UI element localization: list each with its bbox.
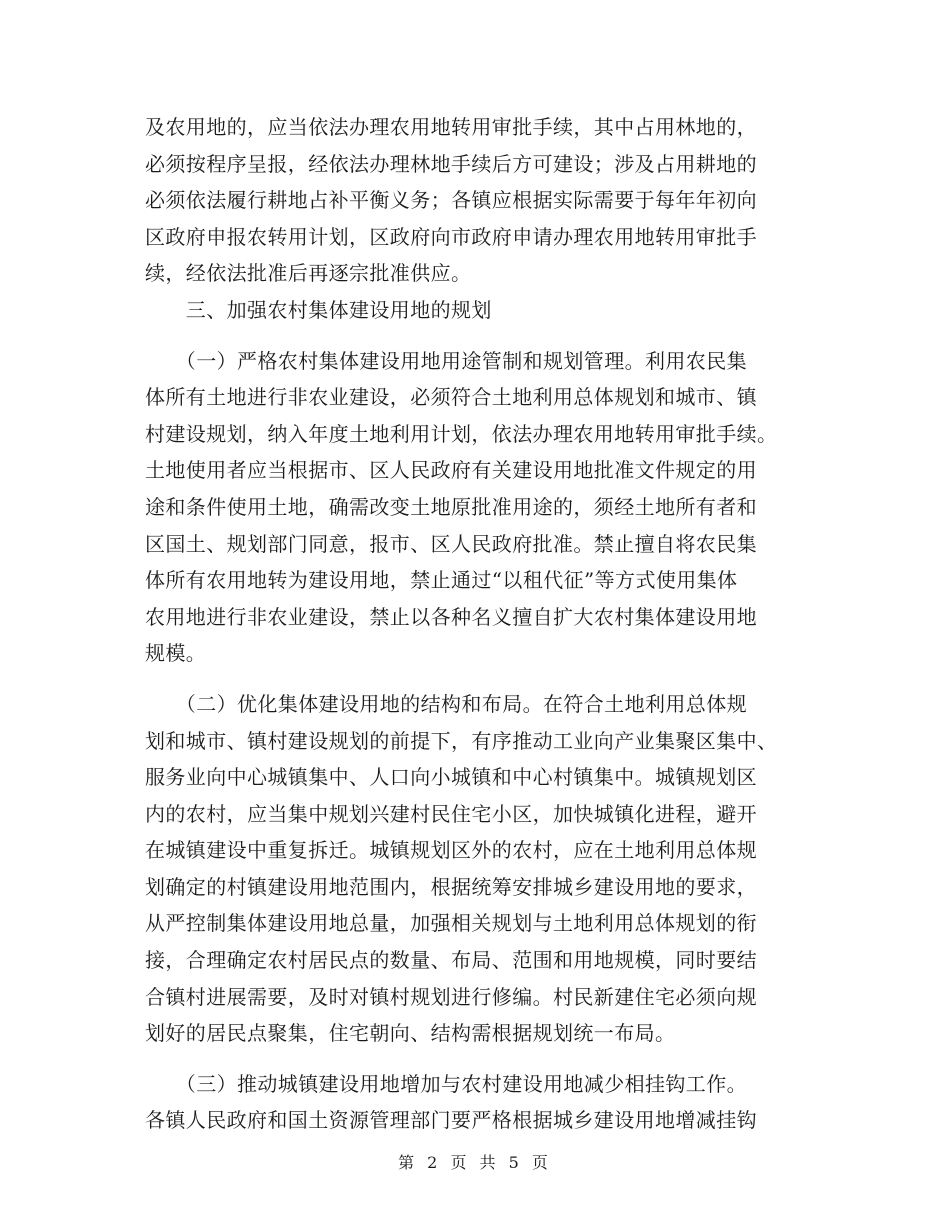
page-footer bbox=[0, 1150, 950, 1173]
text-line: 规模。 bbox=[145, 641, 207, 666]
text-line: 三、加强农村集体建设用地的规划 bbox=[145, 297, 492, 322]
text-line: 在城镇建设中重复拆迁。城镇规划区外的农村，应在土地利用总体规 bbox=[145, 838, 757, 863]
text-line: 内的农村，应当集中规划兴建村民住宅小区，加快城镇化进程，避开 bbox=[145, 801, 757, 826]
text-line: 区政府申报农转用计划，区政府向市政府申请办理农用地转用审批手 bbox=[145, 224, 757, 249]
paragraph bbox=[145, 686, 805, 1052]
text-line: 土地使用者应当根据市、区人民政府有关建设用地批准文件规定的用 bbox=[145, 458, 757, 483]
text-line: 合镇村进展需要，及时对镇村规划进行修编。村民新建住宅必须向规 bbox=[145, 984, 757, 1009]
paragraph-gap bbox=[145, 1052, 805, 1066]
text-line: 划确定的村镇建设用地范围内，根据统筹安排城乡建设用地的要求， bbox=[145, 874, 757, 899]
paragraph bbox=[145, 109, 805, 292]
text-line: 必须依法履行耕地占补平衡义务；各镇应根据实际需要于每年年初向 bbox=[145, 188, 757, 213]
text-line: 接，合理确定农村居民点的数量、布局、范围和用地规模，同时要结 bbox=[145, 948, 757, 973]
text-line: 农用地进行非农业建设，禁止以各种名义擅自扩大农村集体建设用地 bbox=[145, 604, 757, 629]
text-line: 及农用地的，应当依法办理农用地转用审批手续，其中占用林地的， bbox=[145, 115, 757, 139]
paragraph bbox=[145, 1066, 805, 1139]
text-line: 划好的居民点聚集，住宅朝向、结构需根据规划统一布局。 bbox=[145, 1021, 676, 1046]
paragraph-gap bbox=[145, 329, 805, 343]
text-line: （一）严格农村集体建设用地用途管制和规划管理。利用农民集 bbox=[145, 348, 747, 373]
text-line: 途和条件使用土地，确需改变土地原批准用途的，须经土地所有者和 bbox=[145, 494, 757, 519]
text-line: 区国土、规划部门同意，报市、区人民政府批准。禁止擅自将农民集 bbox=[145, 531, 757, 556]
text-line: 从严控制集体建设用地总量，加强相关规划与土地利用总体规划的衔 bbox=[145, 911, 757, 936]
text-line: 续，经依法批准后再逐宗批准供应。 bbox=[145, 261, 472, 286]
text-line: 体所有农用地转为建设用地，禁止通过“以租代征”等方式使用集体 bbox=[145, 568, 738, 593]
page-number: 第 2 页 共 5 页 bbox=[398, 1153, 552, 1172]
text-line: 必须按程序呈报，经依法办理林地手续后方可建设；涉及占用耕地的 bbox=[145, 151, 757, 176]
text-line: 服务业向中心城镇集中、人口向小城镇和中心村镇集中。城镇规划区 bbox=[145, 765, 757, 790]
text-line: 村建设规划，纳入年度土地利用计划，依法办理农用地转用审批手续。 bbox=[145, 421, 778, 446]
section-heading bbox=[145, 292, 805, 329]
text-line: 体所有土地进行非农业建设，必须符合土地利用总体规划和城市、镇 bbox=[145, 385, 757, 410]
body-text bbox=[145, 109, 805, 1139]
text-line: （三）推动城镇建设用地增加与农村建设用地减少相挂钩工作。 bbox=[145, 1071, 747, 1096]
text-line: （二）优化集体建设用地的结构和布局。在符合土地利用总体规 bbox=[145, 691, 747, 716]
paragraph bbox=[145, 343, 805, 672]
text-line: 划和城市、镇村建设规划的前提下，有序推动工业向产业集聚区集中、 bbox=[145, 728, 778, 753]
paragraph-gap bbox=[145, 672, 805, 686]
text-line: 各镇人民政府和国土资源管理部门要严格根据城乡建设用地增减挂钩 bbox=[145, 1108, 757, 1133]
